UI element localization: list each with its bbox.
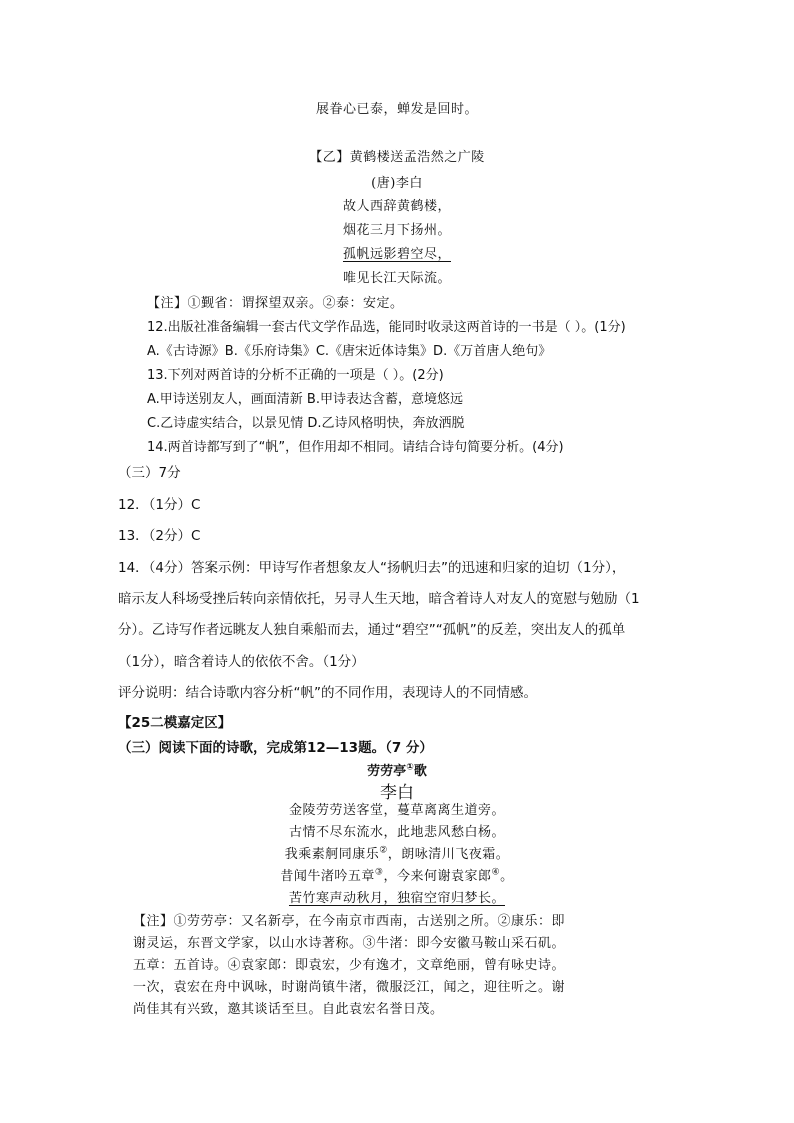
poem2-line-1: 金陵劳劳送客堂，蔓草离离生道旁。 — [288, 803, 505, 818]
answer-14-line-1: 14．（4分）答案示例：甲诗写作者想象友人“扬帆归去”的迅速和归家的迫切（1分）， — [118, 560, 626, 576]
scoring-note: 评分说明：结合诗歌内容分析“帆”的不同作用，表现诗人的不同情感。 — [118, 685, 537, 701]
answer-section-label: （三）7分 — [118, 465, 181, 481]
note-2-line-3: 五章：五首诗。④袁家郎：即袁宏，少有逸才，文章绝丽，曾有咏史诗。 — [133, 958, 566, 973]
poem-yi-line-1: 故人西辞黄鹤楼， — [342, 199, 451, 214]
poem2-title-text: 劳劳亭 — [367, 764, 407, 779]
question-13: 13.下列对两首诗的分析不正确的一项是（ ）。(2分) — [147, 368, 444, 383]
poem2-line-2: 古情不尽东流水，此地悲风愁白杨。 — [288, 825, 505, 840]
note-2-line-1: 【注】①劳劳亭：又名新亭，在今南京市西南，古送别之所。②康乐：即 — [133, 914, 566, 929]
poem-yi-author: (唐)李白 — [371, 176, 423, 191]
poem-yi-line-3-text: 孤帆远影碧空尽， — [342, 247, 451, 262]
answer-14-line-4: （1分），暗含着诗人的依依不舍。（1分） — [118, 654, 365, 670]
question-13-options-ab: A.甲诗送别友人，画面清新 B.甲诗表达含蓄，意境悠远 — [147, 392, 463, 407]
poem2-line-3-part-a: 我乘素舸同康乐 — [284, 847, 380, 862]
poem2-line-4-footnote-mark-1: ③ — [374, 867, 384, 878]
poem-yi-line-2: 烟花三月下扬州。 — [342, 223, 451, 238]
note-2-line-4: 一次，袁宏在舟中讽咏，时谢尚镇牛渚，微服泛江，闻之，迎往听之。谢 — [133, 980, 566, 995]
question-12-options: A.《古诗源》B.《乐府诗集》C.《唐宋近体诗集》D.《万首唐人绝句》 — [147, 344, 552, 359]
poem-jia-last-line: 展眷心已泰，蝉发是回时。 — [315, 102, 478, 117]
answer-12: 12．（1分）C — [118, 497, 201, 513]
answer-14-line-3: 分）。乙诗写作者远眺友人独自乘船而去，通过“碧空”“孤帆”的反差，突出友人的孤单 — [118, 622, 626, 638]
poem2-title-suffix: 歌 — [413, 764, 427, 779]
poem2-line-3 — [0, 846, 794, 864]
poem2-line-4-part-c: 。 — [500, 869, 514, 884]
poem2-line-3-part-b: ，朗咏清川飞夜霜。 — [387, 847, 510, 862]
answer-14-line-2: 暗示友人科场受挫后转向亲情依托，另寻人生天地，暗含着诗人对友人的宽慰与勉励（1 — [118, 591, 640, 607]
poem-yi-line-4: 唯见长江天际流。 — [342, 271, 451, 286]
answer-13: 13．（2分）C — [118, 528, 201, 544]
poem-yi-title: 【乙】黄鹤楼送孟浩然之广陵 — [309, 150, 485, 165]
poem2-line-3-footnote-mark: ② — [379, 845, 388, 856]
question-13-options-cd: C.乙诗虚实结合，以景见情 D.乙诗风格明快，奔放洒脱 — [147, 416, 465, 431]
question-12: 12.出版社准备编辑一套古代文学作品选，能同时收录这两首诗的一书是（ ）。(1分) — [147, 320, 626, 335]
poem-yi-line-3 — [0, 246, 794, 264]
section-heading: （三）阅读下面的诗歌，完成第12—13题。（7 分） — [118, 740, 433, 756]
poem2-line-4-part-a: 昔闻牛渚吟五章 — [280, 869, 375, 884]
poem2-line-4-footnote-mark-2: ④ — [491, 867, 501, 878]
poem2-line-4 — [0, 868, 794, 886]
note-2-line-2: 谢灵运，东晋文学家，以山水诗著称。③牛渚：即今安徽马鞍山采石矶。 — [133, 936, 566, 951]
poem2-line-5 — [0, 890, 794, 908]
note-2-line-5: 尚佳其有兴致，邀其谈话至旦。自此袁宏名誉日茂。 — [133, 1002, 444, 1017]
source-tag: 【25二模嘉定区】 — [118, 715, 232, 731]
poem2-title-footnote-mark: ① — [406, 762, 414, 773]
poem2-author: 李白 — [380, 783, 414, 803]
question-14: 14.两首诗都写到了“帆”，但作用却不相同。请结合诗句简要分析。(4分) — [147, 440, 564, 455]
poem2-line-4-part-b: ，今来何谢袁家郎 — [383, 869, 492, 884]
poem2-line-5-text: 苦竹寒声动秋月，独宿空帘归梦长。 — [288, 891, 505, 906]
note-1: 【注】①觐省：谓探望双亲。②泰：安定。 — [147, 296, 404, 311]
poem2-title — [0, 763, 794, 781]
